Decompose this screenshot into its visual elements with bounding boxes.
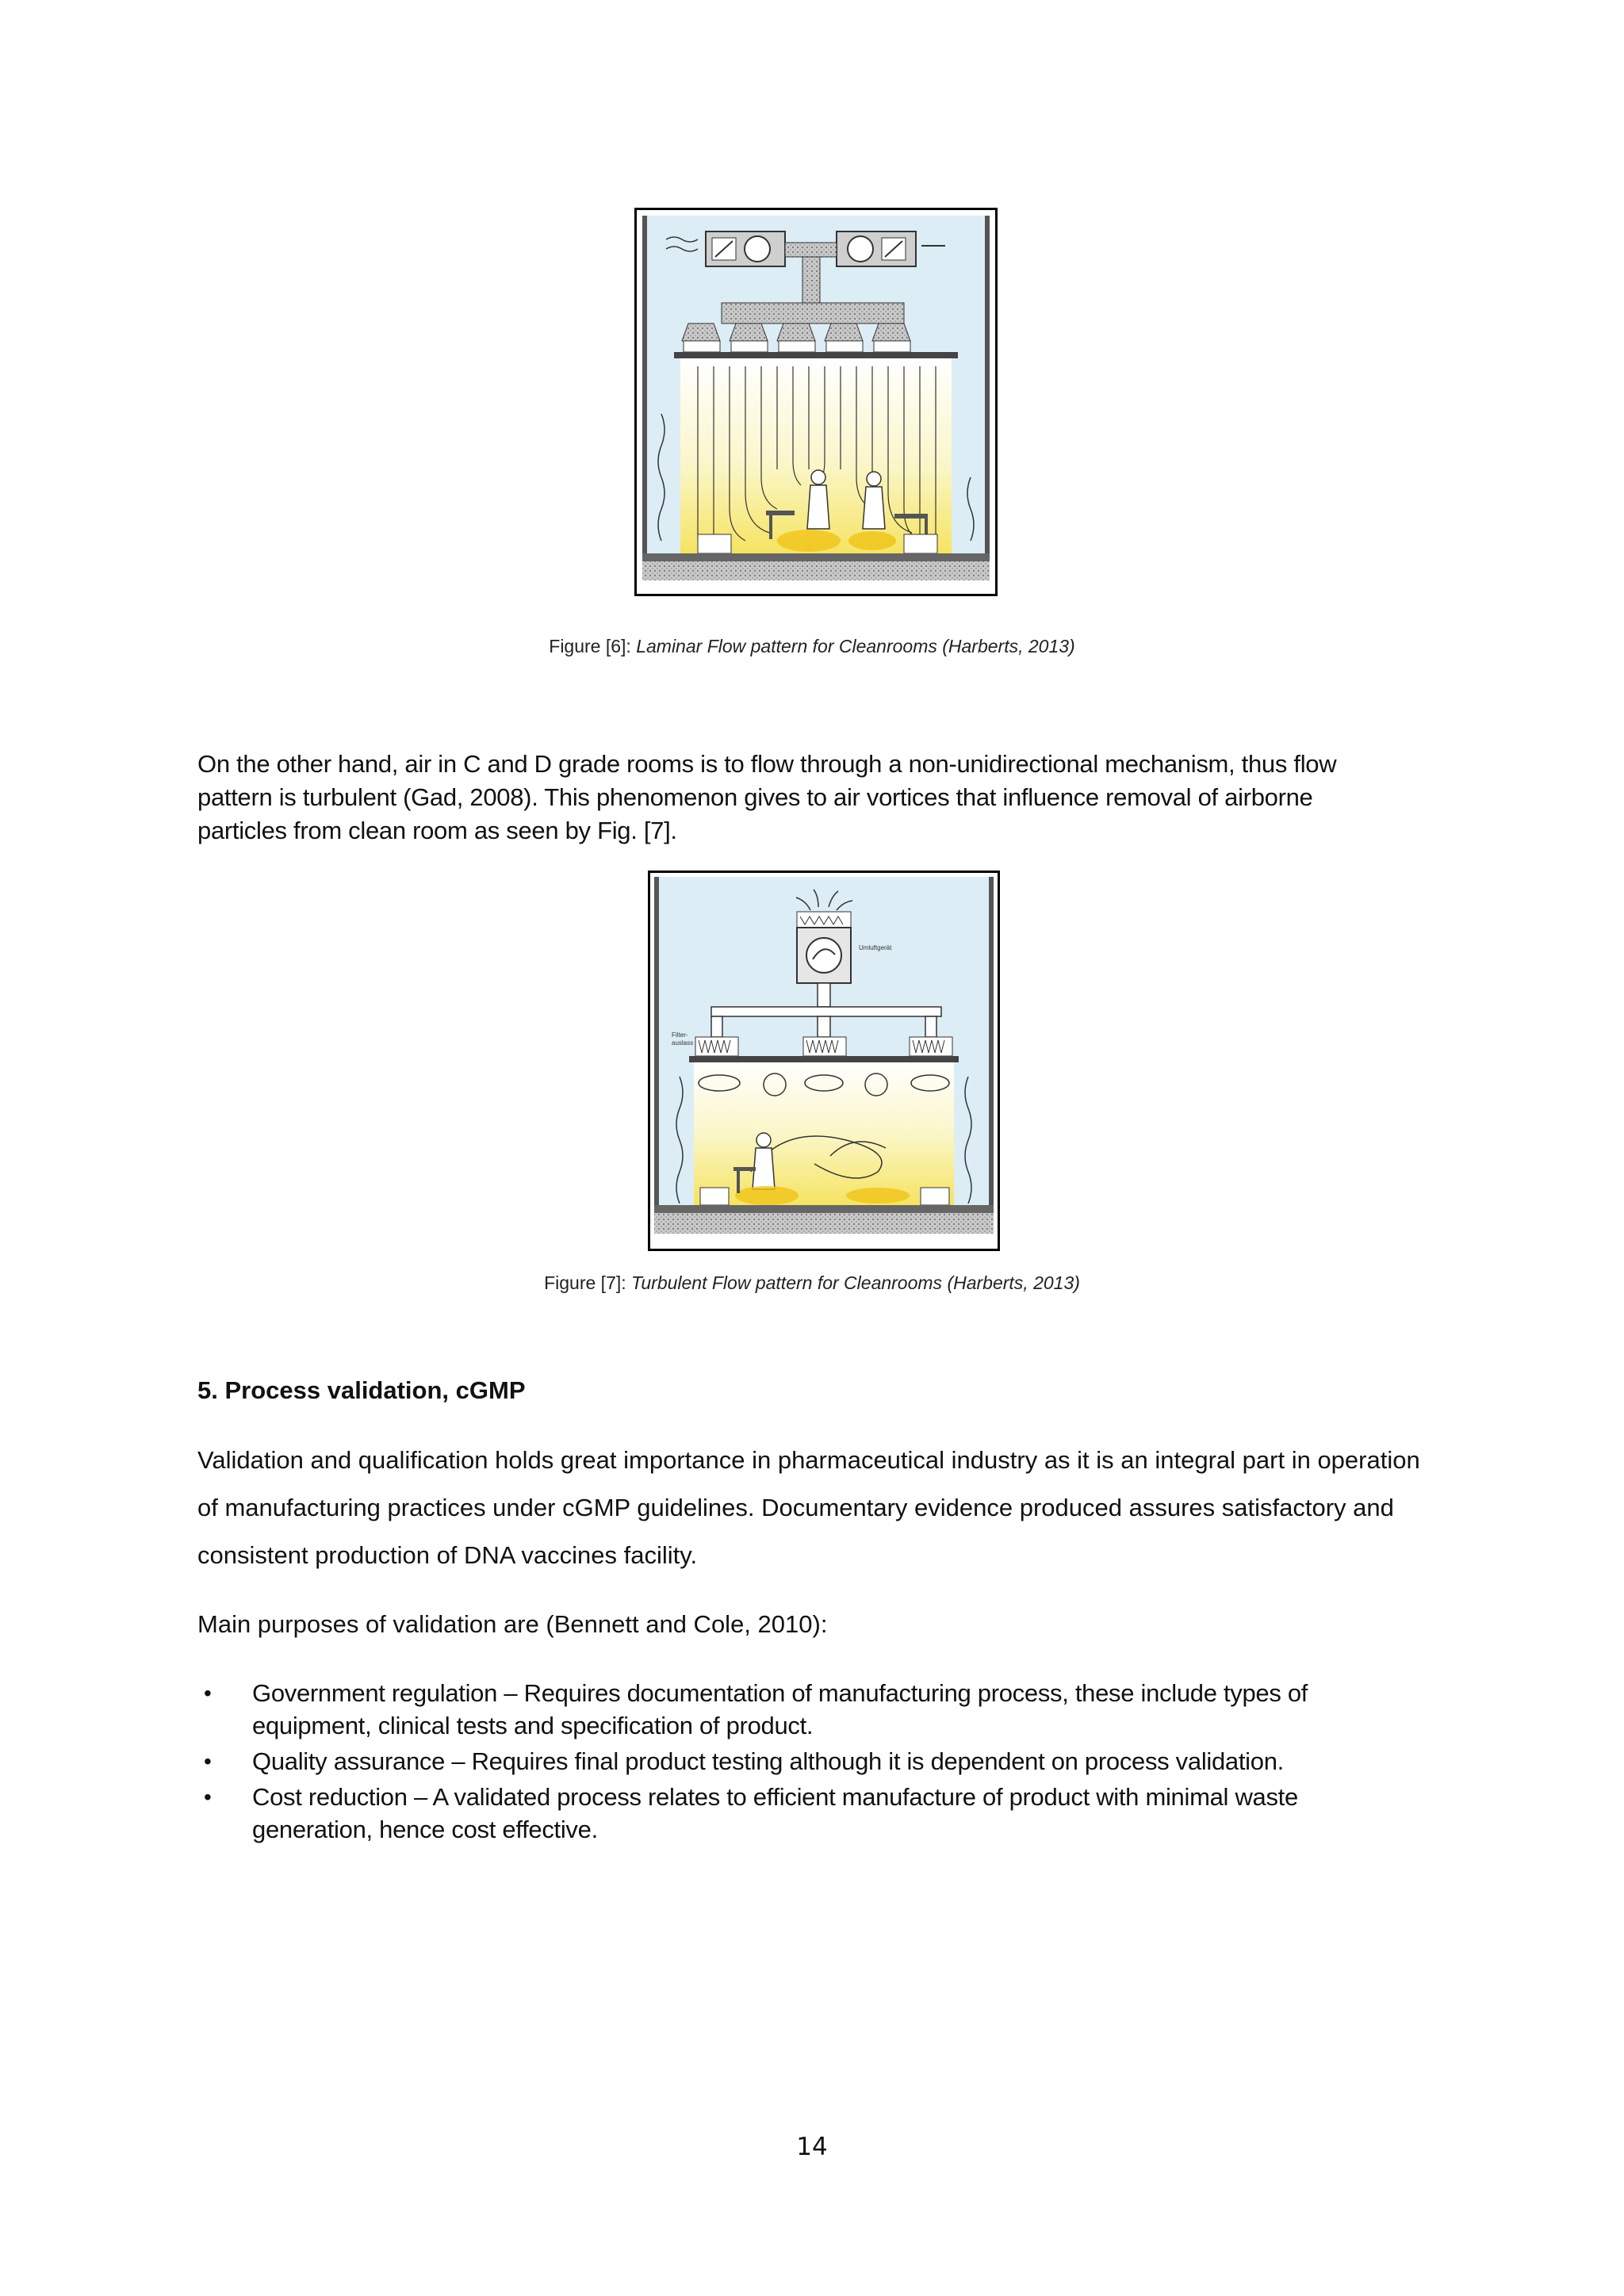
list-item (197, 1677, 1355, 1742)
figure-6-label: Figure [6]: (549, 636, 637, 656)
turbulent-flow-diagram (648, 871, 1000, 1251)
bullet-icon: • (204, 1785, 212, 1809)
figure-7-caption (0, 1272, 1624, 1294)
purposes-intro: Main purposes of validation are (Bennett and Cole, 2010): (197, 1610, 828, 1638)
list-item (197, 1745, 1355, 1777)
figure-6 (634, 208, 998, 596)
figure-6-caption (0, 636, 1624, 657)
figure-7-caption-text: Turbulent Flow pattern for Cleanrooms (Harberts, 2013) (631, 1272, 1080, 1293)
bullet-icon: • (204, 1749, 212, 1774)
list-item-text: Cost reduction – A validated process relates to efficient manufacture of product with minimal waste generation, hence cost effective. (252, 1783, 1298, 1843)
validation-paragraph: Validation and qualification holds great importance in pharmaceutical industry as it is an integral part in operation of manufacturing practices under cGMP guidelines. Documentary evidence produced assures satisfactory and consistent production of DNA vaccines facility. (197, 1446, 1420, 1569)
figure-6-caption-text: Laminar Flow pattern for Cleanrooms (Harberts, 2013) (636, 636, 1075, 656)
laminar-flow-diagram (634, 208, 998, 596)
page-number: 14 (796, 2133, 828, 2161)
figure-7 (648, 871, 1000, 1251)
figure-7-label: Figure [7]: (544, 1272, 632, 1293)
list-item-text: Quality assurance – Requires final product testing although it is dependent on process validation. (252, 1747, 1284, 1775)
list-item-text: Government regulation – Requires documentation of manufacturing process, these include types of equipment, clinical tests and specification of product. (252, 1679, 1308, 1739)
unit-label: Umluftgerät (859, 944, 892, 951)
bullet-icon: • (204, 1681, 212, 1705)
filter-label-2: auslass (672, 1039, 694, 1047)
section-heading: 5. Process validation, cGMP (197, 1376, 526, 1404)
purposes-list (197, 1677, 1355, 1849)
filter-label-1: Filter- (672, 1031, 688, 1039)
list-item (197, 1781, 1355, 1846)
turbulent-intro-paragraph: On the other hand, air in C and D grade rooms is to flow through a non-unidirectional mechanism, thus flow pattern is turbulent (Gad, 2008). This phenomenon gives to air vortices that influence removal of airborne particles from clean room as seen by Fig. [7]. (197, 750, 1337, 844)
